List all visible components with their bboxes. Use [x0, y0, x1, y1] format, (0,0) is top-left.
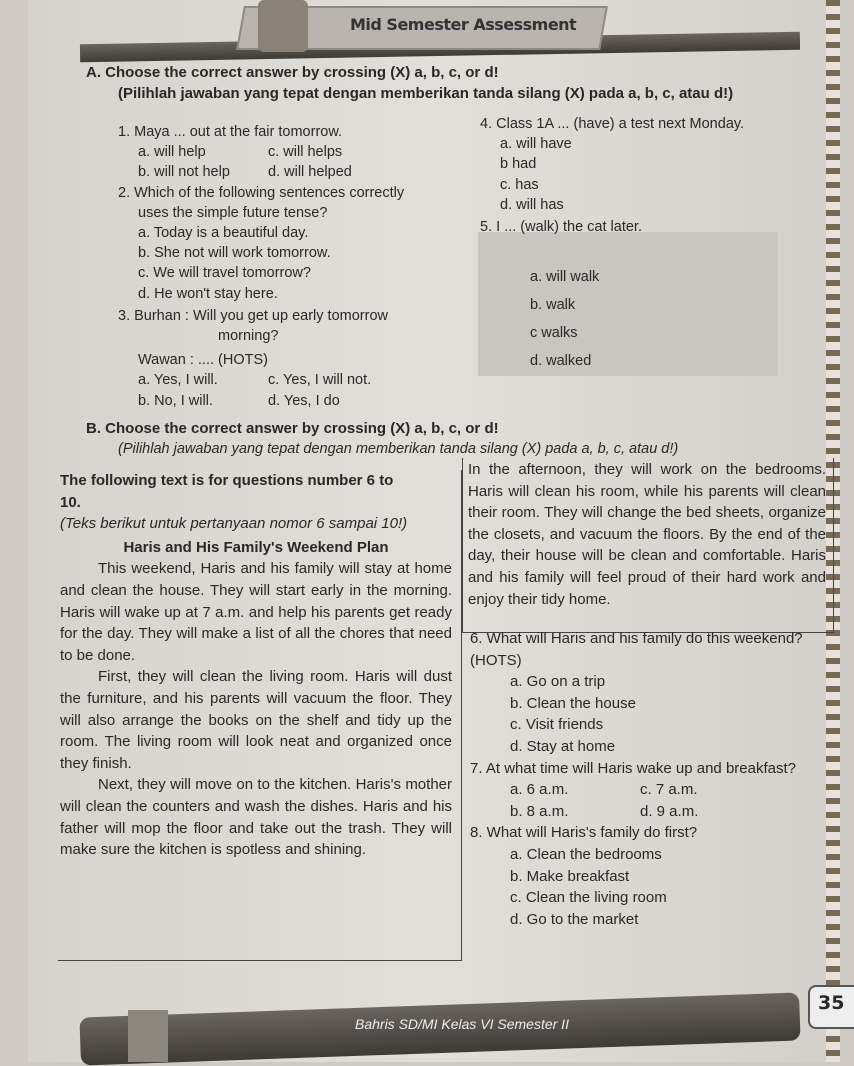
section-a-right	[480, 114, 744, 375]
story-title: Haris and His Family's Weekend Plan	[123, 538, 389, 556]
option[interactable]: c. Yes, I will not.	[268, 372, 372, 389]
option[interactable]: d. 9 a.m.	[640, 802, 699, 820]
page-number: 35	[818, 992, 845, 1014]
question-2: 2. Which of the following sentences correctly	[118, 184, 405, 201]
question-2-cont: uses the simple future tense?	[138, 204, 328, 221]
story-paragraph: This weekend, Haris and his family will stay at home and clean the house. They will start early in the morning. Haris will wake up at 7 a.m. and help his parents get ready for the day. They will make a list of all the chores that need to be done.	[60, 560, 452, 664]
student-books-illustration	[258, 0, 308, 52]
section-b-questions	[470, 628, 840, 930]
intro-text: The following text is for questions number 6 to 10.	[60, 472, 394, 511]
option[interactable]: a. will have	[500, 136, 572, 153]
option[interactable]: a. Clean the bedrooms	[510, 845, 662, 863]
question-3-wawan: Wawan : .... (HOTS)	[138, 352, 268, 369]
question-3-cont: morning?	[218, 328, 279, 345]
footer-text: Bahris SD/MI Kelas VI Semester II	[355, 1016, 569, 1032]
option[interactable]: c walks	[530, 325, 578, 342]
option[interactable]: c. Visit friends	[510, 716, 604, 734]
intro-text-id: (Teks berikut untuk pertanyaan nomor 6 sampai 10!)	[60, 515, 408, 533]
story-paragraph: Next, they will move on to the kitchen. Haris's mother will clean the counters and wash the dishes. Haris and his father will mop the floor and take out the trash. They will make sure the kitchen is spotless and shining.	[60, 776, 452, 859]
option[interactable]: b had	[500, 156, 537, 173]
option[interactable]: c. Clean the living room	[510, 889, 667, 907]
option[interactable]: b. No, I will.	[138, 392, 213, 409]
section-a-subheading: (Pilihlah jawaban yang tepat dengan memberikan tanda silang (X) pada a, b, c, atau d!)	[118, 85, 734, 102]
question-4: 4. Class 1A ... (have) a test next Monday.	[480, 116, 745, 132]
option[interactable]: a. Today is a beautiful day.	[138, 225, 309, 242]
option[interactable]: a. will walk	[530, 269, 600, 286]
question-8: 8. What will Haris's family do first?	[470, 824, 698, 842]
option[interactable]: b. walk	[530, 297, 576, 314]
question-7: 7. At what time will Haris wake up and breakfast?	[470, 759, 796, 777]
option[interactable]: a. Go on a trip	[510, 673, 606, 691]
option[interactable]: d. walked	[530, 353, 592, 370]
question-1: 1. Maya ... out at the fair tomorrow.	[118, 124, 343, 140]
option[interactable]: d. Stay at home	[510, 737, 616, 755]
section-b-heading: B. Choose the correct answer by crossing (X) a, b, c, or d!	[86, 420, 499, 437]
section-b-subheading: (Pilihlah jawaban yang tepat dengan memberikan tanda silang (X) pada a, b, c, atau d!)	[118, 441, 679, 457]
story-paragraph: First, they will clean the living room. Haris will dust the furniture, and his parents will vacuum the floor. They will also arrange the books on the shelf and tidy up the room. The living room will look neat and organized once they finish.	[60, 668, 452, 772]
option[interactable]: d. will helped	[268, 164, 352, 181]
option[interactable]: d. Yes, I do	[268, 392, 340, 409]
option[interactable]: d. Go to the market	[510, 910, 639, 928]
question-5: 5. I ... (walk) the cat later.	[480, 219, 642, 236]
story-left-column	[60, 470, 452, 861]
option[interactable]: c. will helps	[268, 144, 343, 161]
option[interactable]: c. has	[500, 176, 539, 193]
option[interactable]: d. He won't stay here.	[138, 285, 278, 302]
pencil-illustration	[128, 1010, 168, 1062]
section-a-left	[118, 122, 404, 411]
option[interactable]: b. Clean the house	[510, 694, 636, 712]
option[interactable]: b. Make breakfast	[510, 867, 630, 885]
option[interactable]: a. will help	[138, 144, 206, 161]
option[interactable]: b. will not help	[138, 164, 230, 181]
option[interactable]: d. will has	[500, 196, 564, 213]
question-6: 6. What will Haris and his family do this weekend? (HOTS)	[470, 630, 803, 669]
option[interactable]: b. She not will work tomorrow.	[138, 245, 331, 262]
story-right-column: In the afternoon, they will work on the bedrooms. Haris will clean his room, while his parents will clean their room. They will change the bed sheets, organize the closets, and vacuum the floors. By the end of the day, their house will be clean and comfortable. Haris and his family will feel proud of their hard work and enjoy their tidy home.	[468, 461, 826, 608]
section-a-heading: A. Choose the correct answer by crossing (X) a, b, c, or d!	[86, 64, 499, 81]
option[interactable]: b. 8 a.m.	[510, 802, 569, 820]
option[interactable]: a. Yes, I will.	[138, 372, 218, 389]
page-title: Mid Semester Assessment	[350, 15, 577, 34]
option[interactable]: a. 6 a.m.	[510, 781, 569, 799]
question-3: 3. Burhan : Will you get up early tomorrow	[118, 307, 388, 324]
option[interactable]: c. 7 a.m.	[640, 781, 698, 799]
option[interactable]: c. We will travel tomorrow?	[138, 265, 311, 282]
